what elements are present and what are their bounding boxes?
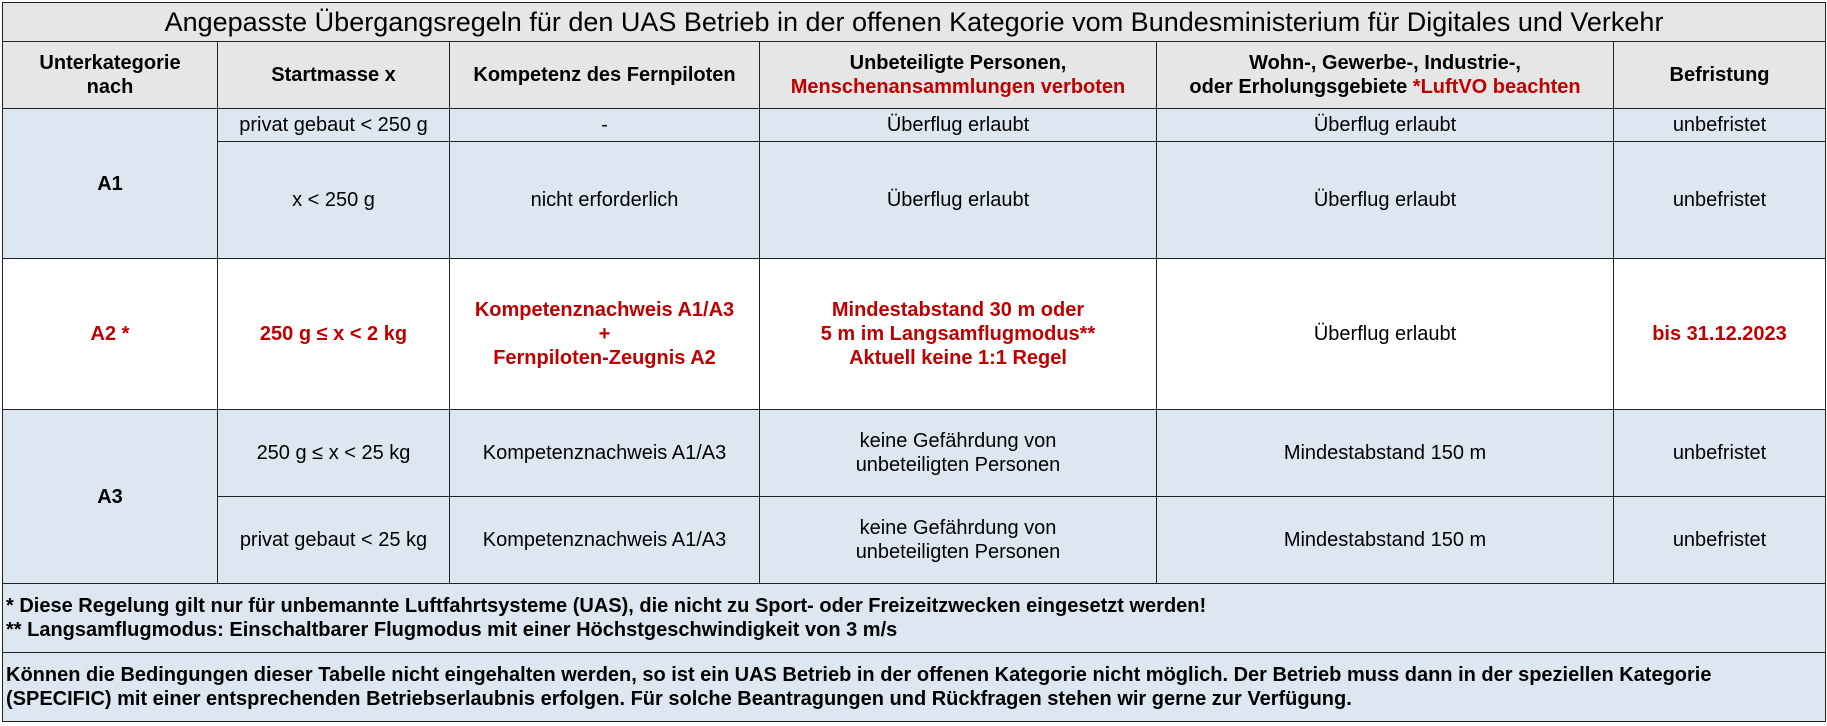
header-areas-luftvo-note: *LuftVO beachten <box>1412 76 1581 98</box>
cell-mass: privat gebaut < 25 kg <box>218 497 450 584</box>
header-start-mass: Startmasse x <box>218 42 450 109</box>
cell-persons: Überflug erlaubt <box>760 109 1157 142</box>
header-row <box>3 42 1826 109</box>
cell-competence: - <box>450 109 760 142</box>
table-row <box>3 410 1826 497</box>
cell-mass: 250 g ≤ x < 2 kg <box>218 259 450 410</box>
cell-term: unbefristet <box>1614 497 1826 584</box>
cell-areas: Überflug erlaubt <box>1157 259 1614 410</box>
header-areas-line2 <box>1163 75 1607 99</box>
footnote-double-star: ** Langsamflugmodus: Einschaltbarer Flugmodus mit einer Höchstgeschwindigkeit von 3 m/s <box>6 619 898 641</box>
footnotes-cell <box>3 584 1826 653</box>
cell-mass: privat gebaut < 250 g <box>218 109 450 142</box>
persons-line: Aktuell keine 1:1 Regel <box>849 347 1067 369</box>
persons-line: Mindestabstand 30 m oder <box>831 299 1085 321</box>
header-uninvolved-persons <box>760 42 1157 109</box>
category-a1: A1 <box>3 109 218 259</box>
cell-persons <box>760 497 1157 584</box>
table-row <box>3 109 1826 142</box>
cell-term: unbefristet <box>1614 109 1826 142</box>
header-subcategory <box>3 42 218 109</box>
cell-term: unbefristet <box>1614 142 1826 259</box>
cell-persons: Überflug erlaubt <box>760 142 1157 259</box>
info-line2: (SPECIFIC) mit einer entsprechenden Betriebserlaubnis erfolgen. Für solche Beantragungen und Rückfragen stehen wir gerne zur Verfügung. <box>6 688 1352 710</box>
persons-line: unbeteiligten Personen <box>855 454 1061 476</box>
cell-term: unbefristet <box>1614 410 1826 497</box>
cell-competence <box>450 259 760 410</box>
header-areas-line2-text: oder Erholungsgebiete <box>1189 76 1413 98</box>
header-persons-line1: Unbeteiligte Personen, <box>849 52 1067 74</box>
info-row <box>3 653 1826 722</box>
info-cell <box>3 653 1826 722</box>
persons-line: unbeteiligten Personen <box>855 541 1061 563</box>
table-row <box>3 142 1826 259</box>
header-areas-line1: Wohn-, Gewerbe-, Industrie-, <box>1249 52 1521 74</box>
cell-mass: x < 250 g <box>218 142 450 259</box>
regulation-table <box>2 2 1826 722</box>
cell-areas: Überflug erlaubt <box>1157 109 1614 142</box>
table-row <box>3 497 1826 584</box>
header-subcategory-line2: nach <box>86 76 134 98</box>
cell-mass: 250 g ≤ x < 25 kg <box>218 410 450 497</box>
cell-competence: Kompetenznachweis A1/A3 <box>450 497 760 584</box>
header-persons-line2: Menschenansammlungen verboten <box>790 76 1126 98</box>
footnote-single-star: * Diese Regelung gilt nur für unbemannte Luftfahrtsysteme (UAS), die nicht zu Sport- oder Freizeitzwecken eingesetzt werden! <box>6 595 1207 617</box>
header-areas <box>1157 42 1614 109</box>
header-subcategory-line1: Unterkategorie <box>39 52 181 74</box>
cell-competence: nicht erforderlich <box>450 142 760 259</box>
category-a3: A3 <box>3 410 218 584</box>
competence-line: + <box>598 323 611 345</box>
table-title: Angepasste Übergangsregeln für den UAS Betrieb in der offenen Kategorie vom Bundesministerium für Digitales und Verkehr <box>3 3 1826 42</box>
category-a2: A2 * <box>3 259 218 410</box>
cell-persons <box>760 259 1157 410</box>
persons-line: keine Gefährdung von <box>859 430 1057 452</box>
cell-areas: Mindestabstand 150 m <box>1157 410 1614 497</box>
persons-line: 5 m im Langsamflugmodus** <box>820 323 1096 345</box>
cell-persons <box>760 410 1157 497</box>
competence-line: Fernpiloten-Zeugnis A2 <box>493 347 716 369</box>
table-row <box>3 259 1826 410</box>
cell-term: bis 31.12.2023 <box>1614 259 1826 410</box>
cell-areas: Mindestabstand 150 m <box>1157 497 1614 584</box>
competence-line: Kompetenznachweis A1/A3 <box>474 299 735 321</box>
header-pilot-competence: Kompetenz des Fernpiloten <box>450 42 760 109</box>
footnote-row <box>3 584 1826 653</box>
regulation-table-page <box>2 2 1825 722</box>
info-line1: Können die Bedingungen dieser Tabelle nicht eingehalten werden, so ist ein UAS Betrieb in der offenen Kategorie nicht möglich. Der Betrieb muss dann in der speziellen Kategorie <box>6 664 1712 686</box>
header-term: Befristung <box>1614 42 1826 109</box>
persons-line: keine Gefährdung von <box>859 517 1057 539</box>
cell-competence: Kompetenznachweis A1/A3 <box>450 410 760 497</box>
cell-areas: Überflug erlaubt <box>1157 142 1614 259</box>
